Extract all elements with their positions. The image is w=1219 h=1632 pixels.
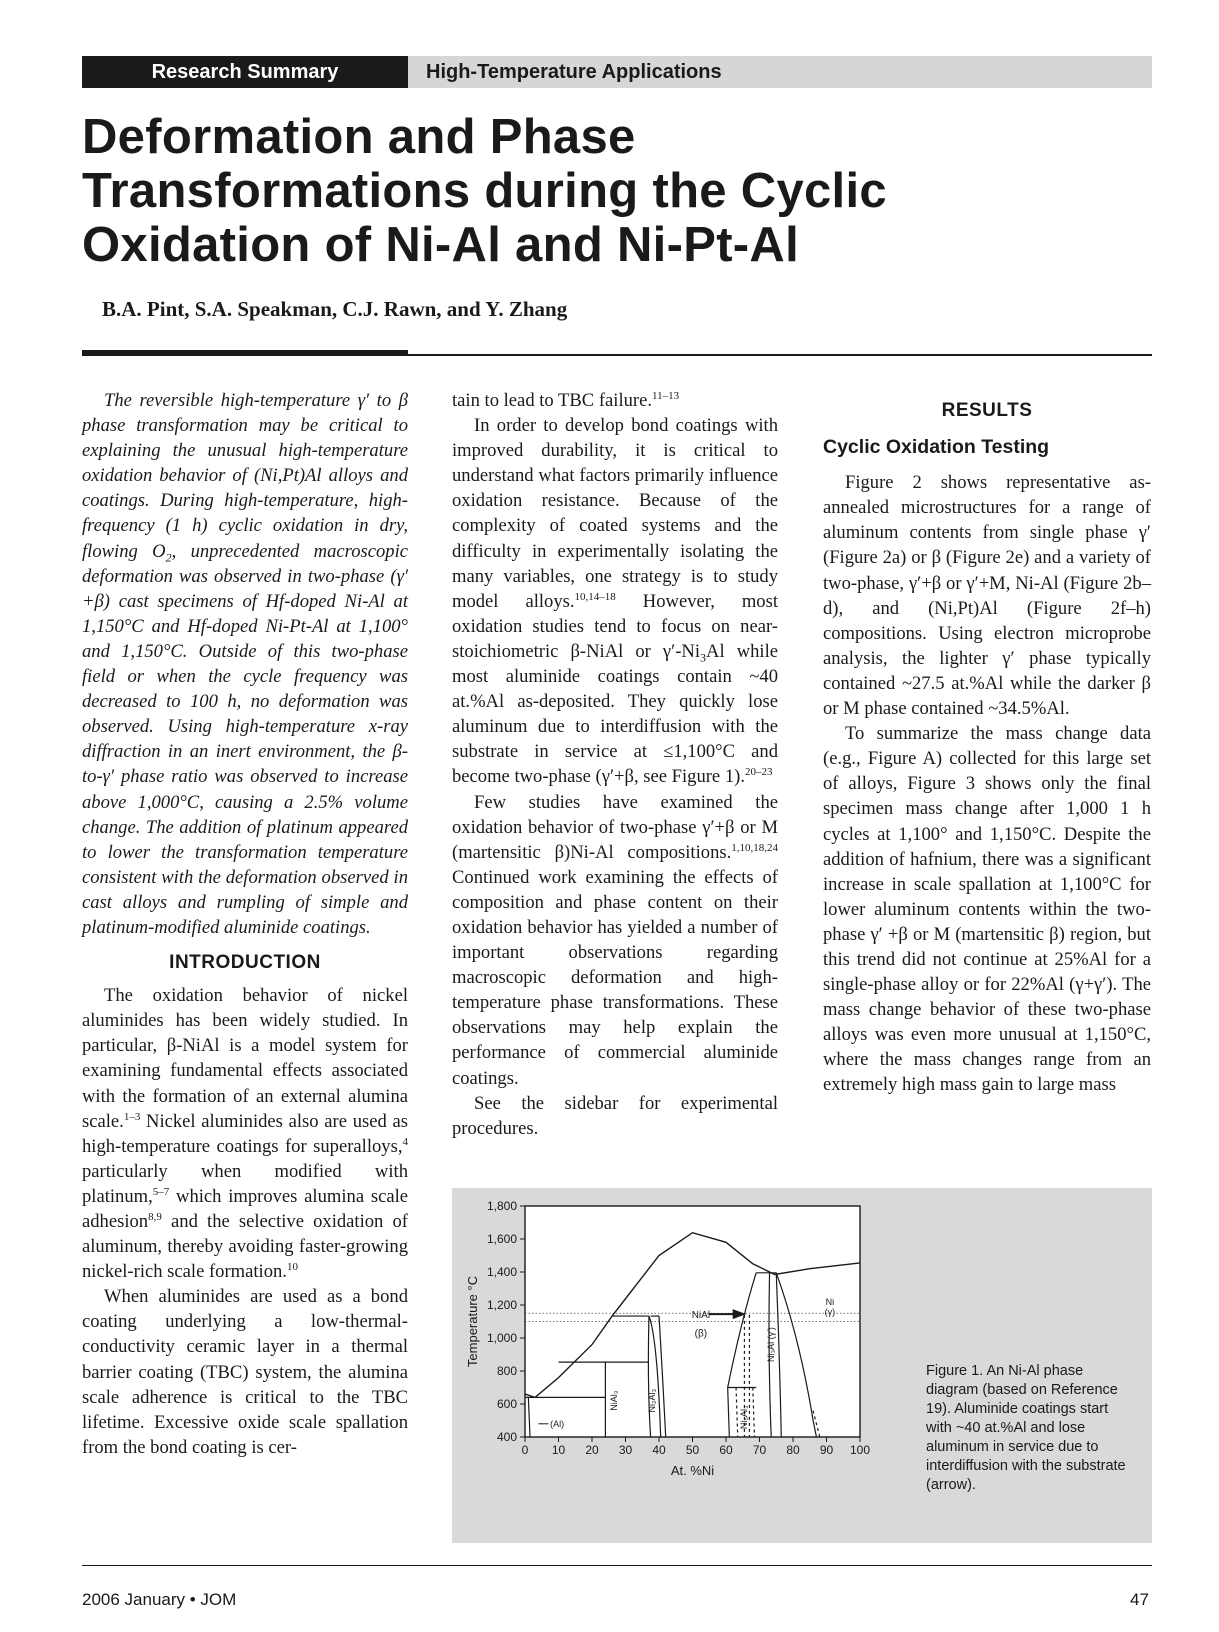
footer-rule bbox=[82, 1565, 1152, 1566]
title-line-1: Deformation and Phase bbox=[82, 110, 636, 164]
y-tick-label: 1,600 bbox=[486, 1232, 517, 1246]
title-rule-thin bbox=[408, 354, 1152, 356]
label-ni5al3: Ni₅Al₃ bbox=[738, 1405, 749, 1430]
y-tick-label: 800 bbox=[496, 1364, 517, 1378]
intro-paragraph-2: When aluminides are used as a bond coating underlying a low-thermal-conductivity ceramic layer in a thermal barrier coating (TBC) system, the alumina scale adherence is critical to the TBC lifetime. Excessive oxide scale spallation from the bond coating is cer- bbox=[82, 1286, 408, 1458]
x-tick-label: 40 bbox=[652, 1443, 666, 1457]
title-rule-thick bbox=[82, 350, 408, 356]
topic-label: High-Temperature Applications bbox=[426, 61, 722, 83]
label-ni3al: Ni₃Al (γ') bbox=[765, 1327, 776, 1363]
x-tick-label: 30 bbox=[618, 1443, 633, 1457]
intro-paragraph-1: The oxidation behavior of nickel aluminides has been widely studied. In particular, β-NiAl is a model system for examining fundamental effects associated with the formation of an external alumina scale.$^{1-3}$ Nickel aluminides also are used as high-temperature coatings for superalloys,$^4$ particularly when modified with platinum,$^{5-7}$ which improves alumina scale adhesion$^{8,9}$ and the selective oxidation of aluminum, thereby avoiding faster-growing nickel-rich scale formation.$^{10}$ bbox=[82, 985, 408, 1283]
results-paragraph-1: Figure 2 shows representative as-annealed microstructures for a range of aluminum contents from single phase γ′ (Figure 2a) or β (Figure 2e) and a variety of two-phase, γ′+β or γ′+M, Ni-Al (Figure 2b–d), and (Ni,Pt)Al (Figure 2f–h) compositions. Using electron microprobe analysis, the lighter γ′ phase typically contained ~27.5 at.%Al while the darker β or M phase contained ~34.5%Al. bbox=[823, 472, 1151, 720]
title-line-3: Oxidation of Ni-Al and Ni-Pt-Al bbox=[82, 218, 800, 272]
x-tick-label: 0 bbox=[521, 1443, 529, 1457]
plot-axes bbox=[465, 1199, 870, 1478]
y-tick-label: 1,400 bbox=[486, 1265, 517, 1279]
title-line-2: Transformations during the Cyclic bbox=[82, 164, 887, 218]
sidebar-note: See the sidebar for experimental procedures. bbox=[452, 1092, 778, 1139]
label-nial3: NiAl₃ bbox=[609, 1390, 620, 1411]
figure-caption: Figure 1. An Ni-Al phase diagram (based on Reference 19). Aluminide coatings start with ~40 at.%Al and lose aluminum in service due to interdiffusion with the substrate (arrow). bbox=[926, 1363, 1126, 1493]
page-number: 47 bbox=[1130, 1590, 1149, 1609]
column-3 bbox=[823, 388, 1151, 1098]
results-paragraph-2: To summarize the mass change data (e.g., Figure A) collected for this large set of alloys, Figure 3 shows only the final specimen mass change after 1,000 1 h cycles at 1,100° and 1,150°C. Despite the addition of hafnium, there was a significant increase in scale spallation at 1,100°C for lower aluminum contents within the two-phase γ′ +β or M (martensitic β) region, but this trend did not continue at 25%Al for a single-phase alloy or for 22%Al (γ+γ′). The mass change behavior of these two-phase alloys was even more unusual at 1,150°C, where the mass changes range from an extremely high mass gain to large mass bbox=[823, 723, 1151, 1096]
results-heading: RESULTS bbox=[941, 400, 1033, 421]
column-2 bbox=[452, 388, 778, 1141]
section-label: Research Summary bbox=[82, 56, 408, 88]
label-ni: Ni bbox=[825, 1297, 835, 1307]
x-tick-label: 60 bbox=[719, 1443, 733, 1457]
x-tick-label: 50 bbox=[685, 1443, 700, 1457]
label-ni2al3: Ni₂Al₃ bbox=[646, 1388, 657, 1413]
article-title bbox=[82, 110, 1152, 272]
intro-paragraph-2-cont: tain to lead to TBC failure.$^{11-13}$ bbox=[452, 389, 680, 411]
authors: B.A. Pint, S.A. Speakman, C.J. Rawn, and Y. Zhang bbox=[102, 297, 568, 321]
y-tick-label: 1,000 bbox=[486, 1331, 517, 1345]
y-axis-label: Temperature °C bbox=[465, 1275, 480, 1368]
x-tick-label: 90 bbox=[819, 1443, 834, 1457]
x-tick-label: 10 bbox=[551, 1443, 566, 1457]
x-axis-label: At. %Ni bbox=[670, 1463, 715, 1478]
introduction-heading: INTRODUCTION bbox=[169, 952, 321, 974]
y-tick-label: 400 bbox=[496, 1430, 517, 1444]
y-tick-label: 600 bbox=[496, 1397, 517, 1411]
x-tick-label: 20 bbox=[585, 1443, 599, 1457]
label-nial: NiAl bbox=[691, 1310, 711, 1322]
x-tick-label: 80 bbox=[786, 1443, 800, 1457]
x-tick-label: 100 bbox=[849, 1443, 871, 1457]
y-tick-label: 1,800 bbox=[486, 1199, 517, 1213]
label-al: (Al) bbox=[550, 1418, 565, 1429]
intro-paragraph-4: Few studies have examined the oxidation behavior of two-phase γ′+β or M (martensitic β)Ni-Al compositions.$^{1,10,18,24}$ Continued work examining the effects of composition and phase content on their oxidation behavior has yielded a number of important observations regarding macroscopic deformation and high-temperature phase transformations. These observations may help explain the performance of commercial aluminide coatings. bbox=[452, 791, 778, 1089]
cyclic-oxidation-heading: Cyclic Oxidation Testing bbox=[823, 436, 1050, 459]
y-tick-label: 1,200 bbox=[486, 1298, 517, 1312]
footer-journal: 2006 January • JOM bbox=[82, 1590, 237, 1609]
intro-paragraph-3: In order to develop bond coatings with improved durability, it is critical to understand what factors primarily influence oxidation resistance. Because of the complexity of coated systems and the difficulty in experimentally isolating the many variables, one strategy is to study model alloys.$^{10,14-18}$ However, most oxidation studies tend to focus on near-stoichiometric β-NiAl or $\gamma'-Ni_3Al$ while most aluminide coatings contain ~40 at.%Al as-deposited. They quickly lose aluminum due to interdiffusion with the substrate in service at ≤1,100°C and become two-phase (γ′+β, see Figure 1).$^{20-23}$ bbox=[452, 415, 779, 788]
abstract: The reversible high-temperature γ′ to β phase transformation may be critical to explaining the unusual high-temperature oxidation behavior of (Ni,Pt)Al alloys and coatings. During high-temperature, high-frequency (1 h) cyclic oxidation in dry, flowing $O_2$, unprecedented macroscopic deformation was observed in two-phase (γ′+β) cast specimens of Hf-doped Ni-Al at 1,150°C and Hf-doped Ni-Pt-Al at 1,100° and 1,150°C. Outside of this two-phase field or when the cycle frequency was decreased to 100 h, no deformation was observed. Using high-temperature x-ray diffraction in an inert environment, the β-to-γ′ phase ratio was observed to increase above 1,000°C, causing a 2.5% volume change. The addition of platinum appeared to lower the transformation temperature consistent with the deformation observed in cast alloys and rumpling of simple and platinum-modified aluminide coatings. bbox=[82, 390, 408, 938]
label-gamma: (γ) bbox=[824, 1306, 836, 1317]
column-1 bbox=[82, 388, 408, 1460]
label-beta: (β) bbox=[694, 1328, 708, 1340]
x-tick-label: 70 bbox=[752, 1443, 767, 1457]
